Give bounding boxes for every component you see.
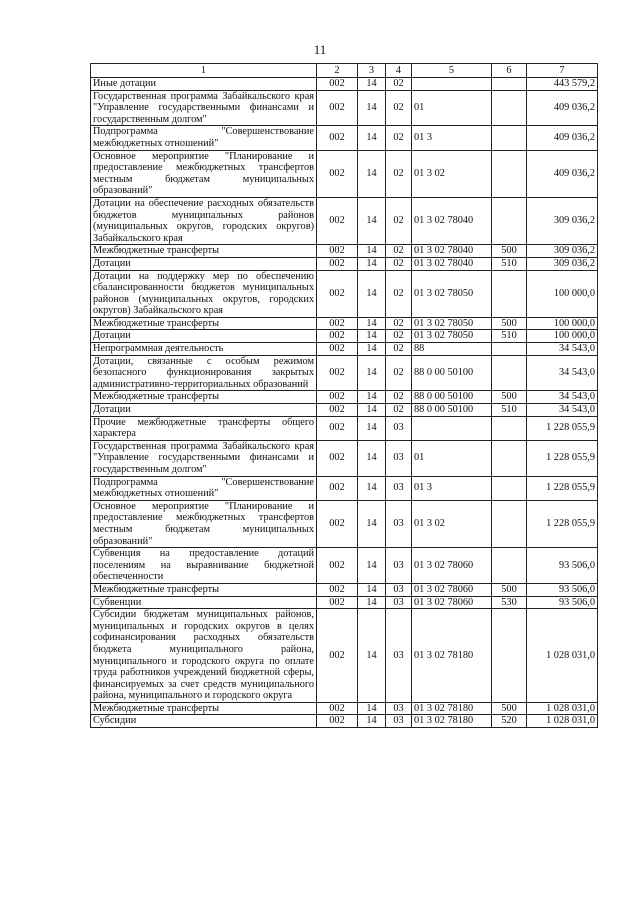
table-row (91, 330, 598, 343)
table-row (91, 245, 598, 258)
row-rz: 14 (358, 150, 386, 197)
row-pr: 03 (386, 440, 412, 476)
column-header: 1 (91, 64, 317, 78)
row-sum: 34 543,0 (527, 391, 598, 404)
row-name: Дотации, связанные с особым режимом безопасного функционирования закрытых административно-территориальных образований (91, 355, 317, 391)
row-rz: 14 (358, 500, 386, 547)
row-ved: 002 (317, 330, 358, 343)
row-ved: 002 (317, 317, 358, 330)
row-sum: 93 506,0 (527, 596, 598, 609)
row-csr: 01 3 02 78050 (412, 317, 492, 330)
table-row (91, 476, 598, 500)
row-pr: 03 (386, 609, 412, 703)
row-vr (492, 126, 527, 150)
table-row (91, 404, 598, 417)
row-pr: 02 (386, 391, 412, 404)
row-rz: 14 (358, 78, 386, 91)
row-sum: 409 036,2 (527, 126, 598, 150)
row-rz: 14 (358, 245, 386, 258)
row-name: Дотации (91, 330, 317, 343)
row-ved: 002 (317, 702, 358, 715)
row-csr: 01 3 (412, 476, 492, 500)
row-name: Непрограммная деятельность (91, 343, 317, 356)
row-rz: 14 (358, 416, 386, 440)
column-header: 4 (386, 64, 412, 78)
row-sum: 1 028 031,0 (527, 702, 598, 715)
row-name: Межбюджетные трансферты (91, 391, 317, 404)
row-rz: 14 (358, 476, 386, 500)
row-vr (492, 440, 527, 476)
row-name: Подпрограмма "Совершенствование межбюджетных отношений" (91, 126, 317, 150)
row-rz: 14 (358, 596, 386, 609)
row-sum: 100 000,0 (527, 270, 598, 317)
row-vr: 510 (492, 330, 527, 343)
column-header: 3 (358, 64, 386, 78)
row-name: Дотации на поддержку мер по обеспечению сбалансированности бюджетов муниципальных районов (муниципальных округов, городских округов) Забайкальского края (91, 270, 317, 317)
row-name: Дотации (91, 257, 317, 270)
row-pr: 02 (386, 355, 412, 391)
row-name: Субвенции (91, 596, 317, 609)
row-csr: 88 0 00 50100 (412, 404, 492, 417)
row-pr: 03 (386, 548, 412, 584)
row-vr (492, 90, 527, 126)
table-row (91, 583, 598, 596)
row-csr: 01 3 02 78180 (412, 702, 492, 715)
row-pr: 03 (386, 476, 412, 500)
row-ved: 002 (317, 440, 358, 476)
row-rz: 14 (358, 330, 386, 343)
row-sum: 1 228 055,9 (527, 416, 598, 440)
row-pr: 03 (386, 583, 412, 596)
row-vr (492, 609, 527, 703)
row-sum: 93 506,0 (527, 583, 598, 596)
row-sum: 1 228 055,9 (527, 476, 598, 500)
table-row (91, 257, 598, 270)
row-csr: 01 (412, 440, 492, 476)
row-csr: 01 3 02 78060 (412, 583, 492, 596)
row-csr: 01 3 02 78180 (412, 715, 492, 728)
row-sum: 309 036,2 (527, 245, 598, 258)
row-vr (492, 197, 527, 244)
row-sum: 309 036,2 (527, 257, 598, 270)
row-pr: 02 (386, 126, 412, 150)
row-vr (492, 476, 527, 500)
row-rz: 14 (358, 270, 386, 317)
row-vr (492, 150, 527, 197)
row-vr: 500 (492, 317, 527, 330)
row-rz: 14 (358, 583, 386, 596)
row-pr: 02 (386, 150, 412, 197)
row-rz: 14 (358, 609, 386, 703)
row-ved: 002 (317, 78, 358, 91)
row-sum: 1 028 031,0 (527, 609, 598, 703)
table-row (91, 391, 598, 404)
row-vr: 520 (492, 715, 527, 728)
row-csr: 01 3 02 78050 (412, 330, 492, 343)
row-sum: 34 543,0 (527, 343, 598, 356)
row-csr: 01 3 02 78050 (412, 270, 492, 317)
row-sum: 100 000,0 (527, 330, 598, 343)
row-sum: 34 543,0 (527, 355, 598, 391)
table-row (91, 596, 598, 609)
row-sum: 409 036,2 (527, 150, 598, 197)
row-name: Прочие межбюджетные трансферты общего характера (91, 416, 317, 440)
row-sum: 93 506,0 (527, 548, 598, 584)
table-row (91, 548, 598, 584)
row-rz: 14 (358, 126, 386, 150)
row-ved: 002 (317, 343, 358, 356)
row-vr: 500 (492, 391, 527, 404)
page-number: 11 (313, 42, 327, 57)
table-row (91, 126, 598, 150)
row-sum: 1 228 055,9 (527, 500, 598, 547)
row-csr (412, 416, 492, 440)
row-name: Основное мероприятие "Планирование и предоставление межбюджетных трансфертов местным бюджетам муниципальных образований" (91, 500, 317, 547)
row-name: Межбюджетные трансферты (91, 702, 317, 715)
row-pr: 02 (386, 90, 412, 126)
row-name: Основное мероприятие "Планирование и предоставление межбюджетных трансфертов местным бюджетам муниципальных образований" (91, 150, 317, 197)
row-ved: 002 (317, 245, 358, 258)
row-name: Межбюджетные трансферты (91, 245, 317, 258)
row-vr: 510 (492, 404, 527, 417)
row-csr: 88 (412, 343, 492, 356)
row-ved: 002 (317, 90, 358, 126)
row-sum: 1 028 031,0 (527, 715, 598, 728)
column-header: 6 (492, 64, 527, 78)
row-csr: 01 3 02 78040 (412, 197, 492, 244)
row-sum: 409 036,2 (527, 90, 598, 126)
row-sum: 443 579,2 (527, 78, 598, 91)
row-vr (492, 343, 527, 356)
row-pr: 03 (386, 416, 412, 440)
row-ved: 002 (317, 715, 358, 728)
row-csr: 01 3 02 (412, 150, 492, 197)
row-csr: 01 3 02 78040 (412, 245, 492, 258)
row-csr: 01 3 02 (412, 500, 492, 547)
row-vr (492, 416, 527, 440)
row-ved: 002 (317, 596, 358, 609)
row-ved: 002 (317, 609, 358, 703)
row-name: Государственная программа Забайкальского края "Управление государственными финансами и государственным долгом" (91, 440, 317, 476)
row-ved: 002 (317, 270, 358, 317)
row-pr: 02 (386, 257, 412, 270)
table-row (91, 343, 598, 356)
row-ved: 002 (317, 391, 358, 404)
row-ved: 002 (317, 404, 358, 417)
row-rz: 14 (358, 197, 386, 244)
table-row (91, 270, 598, 317)
table-row (91, 715, 598, 728)
row-vr (492, 270, 527, 317)
row-pr: 02 (386, 404, 412, 417)
row-vr: 500 (492, 702, 527, 715)
row-sum: 100 000,0 (527, 317, 598, 330)
row-ved: 002 (317, 583, 358, 596)
row-vr (492, 355, 527, 391)
row-rz: 14 (358, 90, 386, 126)
row-csr: 88 0 00 50100 (412, 355, 492, 391)
row-name: Субсидии (91, 715, 317, 728)
row-rz: 14 (358, 343, 386, 356)
row-csr: 01 (412, 90, 492, 126)
row-rz: 14 (358, 404, 386, 417)
row-rz: 14 (358, 355, 386, 391)
budget-table (90, 63, 598, 728)
row-vr: 500 (492, 245, 527, 258)
row-name: Субвенция на предоставление дотаций поселениям на выравнивание бюджетной обеспеченности (91, 548, 317, 584)
table-row (91, 78, 598, 91)
row-csr: 01 3 02 78040 (412, 257, 492, 270)
row-rz: 14 (358, 257, 386, 270)
row-sum: 1 228 055,9 (527, 440, 598, 476)
row-name: Дотации на обеспечение расходных обязательств бюджетов муниципальных районов (муниципальных округов, городских округов) Забайкальского края (91, 197, 317, 244)
row-vr: 530 (492, 596, 527, 609)
row-csr: 01 3 02 78180 (412, 609, 492, 703)
row-pr: 03 (386, 702, 412, 715)
row-name: Иные дотации (91, 78, 317, 91)
row-name: Подпрограмма "Совершенствование межбюджетных отношений" (91, 476, 317, 500)
table-row (91, 440, 598, 476)
table-row (91, 150, 598, 197)
row-name: Субсидии бюджетам муниципальных районов, муниципальных и городских округов в целях софинансирования расходных обязательств бюджета муниципального района, муниципального и городского округа по оплате труда работников учреждений бюджетной сферы, финансируемых за счет средств муниципального района, муниципального и городского округа (91, 609, 317, 703)
row-pr: 02 (386, 78, 412, 91)
row-rz: 14 (358, 440, 386, 476)
row-csr: 01 3 (412, 126, 492, 150)
row-ved: 002 (317, 126, 358, 150)
row-ved: 002 (317, 548, 358, 584)
row-name: Межбюджетные трансферты (91, 317, 317, 330)
row-name: Дотации (91, 404, 317, 417)
row-rz: 14 (358, 715, 386, 728)
column-header: 7 (527, 64, 598, 78)
row-pr: 03 (386, 596, 412, 609)
table-row (91, 609, 598, 703)
row-pr: 03 (386, 715, 412, 728)
row-csr (412, 78, 492, 91)
row-rz: 14 (358, 702, 386, 715)
row-vr (492, 500, 527, 547)
row-vr (492, 78, 527, 91)
row-ved: 002 (317, 197, 358, 244)
row-ved: 002 (317, 500, 358, 547)
header-row (91, 64, 598, 78)
row-sum: 309 036,2 (527, 197, 598, 244)
row-csr: 88 0 00 50100 (412, 391, 492, 404)
row-pr: 02 (386, 343, 412, 356)
row-vr: 500 (492, 583, 527, 596)
row-pr: 02 (386, 245, 412, 258)
row-name: Государственная программа Забайкальского края "Управление государственными финансами и государственным долгом" (91, 90, 317, 126)
table-row (91, 355, 598, 391)
row-vr: 510 (492, 257, 527, 270)
table-row (91, 416, 598, 440)
row-pr: 02 (386, 270, 412, 317)
row-pr: 02 (386, 317, 412, 330)
row-name: Межбюджетные трансферты (91, 583, 317, 596)
row-pr: 02 (386, 197, 412, 244)
column-header: 2 (317, 64, 358, 78)
table-row (91, 90, 598, 126)
row-ved: 002 (317, 416, 358, 440)
column-header: 5 (412, 64, 492, 78)
row-ved: 002 (317, 150, 358, 197)
row-rz: 14 (358, 548, 386, 584)
row-ved: 002 (317, 476, 358, 500)
row-pr: 03 (386, 500, 412, 547)
row-rz: 14 (358, 391, 386, 404)
row-ved: 002 (317, 355, 358, 391)
row-vr (492, 548, 527, 584)
row-csr: 01 3 02 78060 (412, 548, 492, 584)
row-rz: 14 (358, 317, 386, 330)
table-row (91, 500, 598, 547)
table-row (91, 702, 598, 715)
row-ved: 002 (317, 257, 358, 270)
table-row (91, 317, 598, 330)
row-csr: 01 3 02 78060 (412, 596, 492, 609)
row-pr: 02 (386, 330, 412, 343)
row-sum: 34 543,0 (527, 404, 598, 417)
table-row (91, 197, 598, 244)
